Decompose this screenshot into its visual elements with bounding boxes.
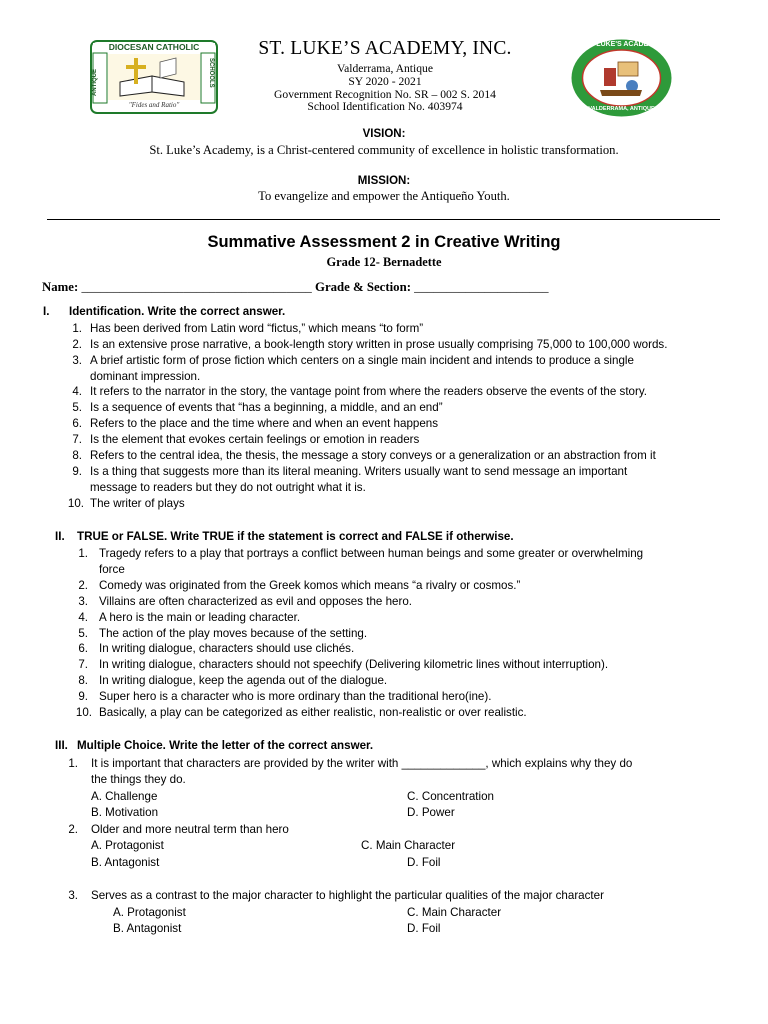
seal-bottom-text: VALDERRAMA, ANTIQUE	[588, 106, 655, 112]
header-divider	[47, 219, 720, 220]
option-a: A. Challenge	[91, 790, 158, 803]
section-title: Multiple Choice. Write the letter of the correct answer.	[77, 739, 374, 752]
seal-ring-text: ST. LUKE'S ACADEMY	[584, 41, 659, 48]
logo-top-text: DIOCESAN CATHOLIC	[108, 42, 200, 52]
name-label: Name:	[42, 280, 79, 294]
section-1-heading	[43, 305, 285, 318]
school-name: ST. LUKE’S ACADEMY, INC.	[258, 38, 512, 59]
grade-section-label: Grade & Section:	[315, 280, 411, 294]
vision-text: St. Luke’s Academy, is a Christ-centered community of excellence in holistic transformation.	[149, 143, 619, 157]
option-b: B. Antagonist	[113, 922, 182, 935]
st-lukes-academy-seal	[570, 38, 673, 118]
option-b: B. Antagonist	[91, 856, 160, 869]
vision-label: VISION:	[362, 128, 406, 140]
option-d: D. Foil	[407, 856, 441, 869]
section-title: TRUE or FALSE. Write TRUE if the statement is correct and FALSE if otherwise.	[77, 530, 514, 543]
option-d: D. Foil	[407, 922, 441, 935]
school-year: SY 2020 - 2021	[348, 75, 422, 88]
section-title: Identification. Write the correct answer.	[69, 305, 286, 318]
school-address: Valderrama, Antique	[337, 62, 433, 75]
option-c: C. Main Character	[407, 906, 502, 919]
name-blank[interactable]: ____________________________________	[81, 280, 312, 294]
school-id: School Identification No. 403974	[307, 100, 463, 113]
mission-text: To evangelize and empower the Antiqueño Youth.	[258, 189, 510, 203]
option-b: B. Motivation	[91, 806, 159, 819]
student-info-fields	[42, 280, 549, 295]
grade-section-blank[interactable]: _____________________	[414, 280, 549, 294]
section-number: III.	[55, 739, 68, 752]
logo-side-right-text: SCHOOLS	[208, 58, 214, 88]
option-c: C. Concentration	[407, 790, 494, 803]
section-3-heading	[55, 739, 373, 752]
section-2-heading	[55, 530, 514, 543]
logo-side-left-text: ANTIQUE	[92, 69, 98, 96]
section-number: II.	[55, 530, 65, 543]
assessment-subtitle: Grade 12- Bernadette	[326, 255, 442, 269]
assessment-title: Summative Assessment 2 in Creative Writing	[207, 233, 561, 251]
logo-motto: "Fides and Ratio"	[128, 101, 180, 109]
option-a: A. Protagonist	[113, 906, 186, 919]
option-c: C. Main Character	[361, 839, 456, 852]
diocesan-catholic-schools-logo	[90, 40, 218, 114]
section-number: I.	[43, 305, 50, 318]
option-d: D. Power	[407, 806, 455, 819]
option-a: A. Protagonist	[91, 839, 164, 852]
gov-recognition: Government Recognition No. SR – 002 S. 2014	[274, 88, 496, 101]
mission-label: MISSION:	[357, 175, 411, 187]
